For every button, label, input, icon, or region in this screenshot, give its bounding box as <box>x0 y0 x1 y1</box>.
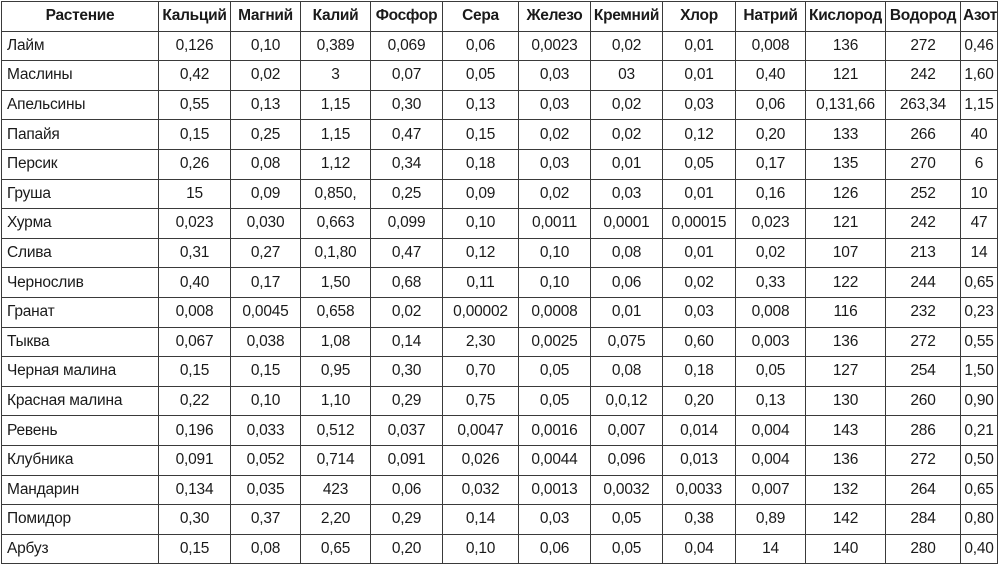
value-cell: 0,22 <box>159 386 231 416</box>
value-cell: 0,08 <box>231 149 301 179</box>
value-cell: 0,02 <box>591 120 663 150</box>
value-cell: 0,126 <box>159 31 231 61</box>
column-header: Калий <box>301 2 371 32</box>
value-cell: 0,30 <box>371 357 443 387</box>
value-cell: 0,06 <box>371 475 443 505</box>
table-row <box>2 505 998 535</box>
value-cell: 284 <box>886 505 961 535</box>
value-cell: 0,02 <box>736 238 806 268</box>
value-cell: 14 <box>736 534 806 564</box>
value-cell: 272 <box>886 445 961 475</box>
value-cell: 0,008 <box>736 297 806 327</box>
value-cell: 0,014 <box>663 416 736 446</box>
value-cell: 0,15 <box>443 120 519 150</box>
value-cell: 0,34 <box>371 149 443 179</box>
value-cell: 0,30 <box>371 90 443 120</box>
plant-name-cell: Папайя <box>2 120 159 150</box>
value-cell: 0,01 <box>663 61 736 91</box>
value-cell: 0,20 <box>371 534 443 564</box>
value-cell: 1,15 <box>301 120 371 150</box>
value-cell: 0,10 <box>519 238 591 268</box>
value-cell: 143 <box>806 416 886 446</box>
value-cell: 0,0008 <box>519 297 591 327</box>
value-cell: 0,21 <box>961 416 998 446</box>
value-cell: 0,10 <box>519 268 591 298</box>
table-row <box>2 90 998 120</box>
value-cell: 0,11 <box>443 268 519 298</box>
value-cell: 0,091 <box>159 445 231 475</box>
value-cell: 0,038 <box>231 327 301 357</box>
table-row <box>2 268 998 298</box>
value-cell: 0,06 <box>736 90 806 120</box>
value-cell: 0,70 <box>443 357 519 387</box>
value-cell: 0,08 <box>591 238 663 268</box>
value-cell: 0,06 <box>591 268 663 298</box>
value-cell: 0,10 <box>443 534 519 564</box>
value-cell: 0,05 <box>663 149 736 179</box>
value-cell: 0,03 <box>519 149 591 179</box>
value-cell: 127 <box>806 357 886 387</box>
value-cell: 0,65 <box>961 475 998 505</box>
value-cell: 272 <box>886 327 961 357</box>
value-cell: 264 <box>886 475 961 505</box>
table-row <box>2 475 998 505</box>
column-header: Натрий <box>736 2 806 32</box>
value-cell: 0,0032 <box>591 475 663 505</box>
table-row <box>2 179 998 209</box>
value-cell: 0,096 <box>591 445 663 475</box>
table-row <box>2 209 998 239</box>
table-row <box>2 534 998 564</box>
value-cell: 0,05 <box>519 357 591 387</box>
value-cell: 0,1,80 <box>301 238 371 268</box>
column-header: Железо <box>519 2 591 32</box>
table-row <box>2 386 998 416</box>
value-cell: 0,42 <box>159 61 231 91</box>
value-cell: 0,131,66 <box>806 90 886 120</box>
value-cell: 0,18 <box>443 149 519 179</box>
value-cell: 0,10 <box>231 31 301 61</box>
value-cell: 03 <box>591 61 663 91</box>
value-cell: 0,007 <box>591 416 663 446</box>
value-cell: 0,03 <box>519 61 591 91</box>
value-cell: 0,46 <box>961 31 998 61</box>
value-cell: 140 <box>806 534 886 564</box>
value-cell: 286 <box>886 416 961 446</box>
value-cell: 1,15 <box>961 90 998 120</box>
value-cell: 0,06 <box>443 31 519 61</box>
value-cell: 121 <box>806 61 886 91</box>
value-cell: 0,38 <box>663 505 736 535</box>
value-cell: 1,10 <box>301 386 371 416</box>
value-cell: 0,17 <box>231 268 301 298</box>
value-cell: 0,89 <box>736 505 806 535</box>
plant-name-cell: Помидор <box>2 505 159 535</box>
value-cell: 0,0044 <box>519 445 591 475</box>
value-cell: 0,16 <box>736 179 806 209</box>
value-cell: 0,0025 <box>519 327 591 357</box>
value-cell: 0,02 <box>519 179 591 209</box>
value-cell: 260 <box>886 386 961 416</box>
value-cell: 0,00002 <box>443 297 519 327</box>
value-cell: 0,05 <box>591 505 663 535</box>
value-cell: 0,15 <box>159 534 231 564</box>
value-cell: 130 <box>806 386 886 416</box>
column-header: Хлор <box>663 2 736 32</box>
value-cell: 0,850, <box>301 179 371 209</box>
column-header: Кислород <box>806 2 886 32</box>
plant-name-cell: Хурма <box>2 209 159 239</box>
value-cell: 0,03 <box>591 179 663 209</box>
value-cell: 280 <box>886 534 961 564</box>
value-cell: 0,95 <box>301 357 371 387</box>
value-cell: 0,02 <box>371 297 443 327</box>
value-cell: 0,0013 <box>519 475 591 505</box>
plant-name-cell: Слива <box>2 238 159 268</box>
value-cell: 2,30 <box>443 327 519 357</box>
value-cell: 0,196 <box>159 416 231 446</box>
value-cell: 136 <box>806 445 886 475</box>
value-cell: 0,01 <box>663 238 736 268</box>
table-row <box>2 31 998 61</box>
value-cell: 0,013 <box>663 445 736 475</box>
value-cell: 0,26 <box>159 149 231 179</box>
table-row <box>2 120 998 150</box>
table-row <box>2 149 998 179</box>
nutrient-table <box>1 1 998 564</box>
value-cell: 0,003 <box>736 327 806 357</box>
value-cell: 0,0016 <box>519 416 591 446</box>
value-cell: 0,15 <box>159 357 231 387</box>
value-cell: 1,50 <box>961 357 998 387</box>
value-cell: 116 <box>806 297 886 327</box>
value-cell: 254 <box>886 357 961 387</box>
value-cell: 0,37 <box>231 505 301 535</box>
plant-name-cell: Клубника <box>2 445 159 475</box>
header-row <box>2 2 998 32</box>
value-cell: 0,0011 <box>519 209 591 239</box>
plant-name-cell: Черная малина <box>2 357 159 387</box>
value-cell: 0,0045 <box>231 297 301 327</box>
value-cell: 1,12 <box>301 149 371 179</box>
value-cell: 0,007 <box>736 475 806 505</box>
value-cell: 0,00015 <box>663 209 736 239</box>
value-cell: 213 <box>886 238 961 268</box>
value-cell: 107 <box>806 238 886 268</box>
value-cell: 244 <box>886 268 961 298</box>
value-cell: 0,05 <box>443 61 519 91</box>
value-cell: 232 <box>886 297 961 327</box>
value-cell: 6 <box>961 149 998 179</box>
value-cell: 0,02 <box>591 31 663 61</box>
column-header: Азот <box>961 2 998 32</box>
value-cell: 0,23 <box>961 297 998 327</box>
value-cell: 0,65 <box>961 268 998 298</box>
value-cell: 0,10 <box>443 209 519 239</box>
value-cell: 0,15 <box>159 120 231 150</box>
plant-name-cell: Ревень <box>2 416 159 446</box>
value-cell: 0,65 <box>301 534 371 564</box>
value-cell: 0,035 <box>231 475 301 505</box>
value-cell: 0,01 <box>591 149 663 179</box>
value-cell: 0,004 <box>736 445 806 475</box>
column-header: Водород <box>886 2 961 32</box>
value-cell: 0,0033 <box>663 475 736 505</box>
value-cell: 0,0047 <box>443 416 519 446</box>
value-cell: 0,026 <box>443 445 519 475</box>
value-cell: 0,0,12 <box>591 386 663 416</box>
value-cell: 0,389 <box>301 31 371 61</box>
value-cell: 0,27 <box>231 238 301 268</box>
value-cell: 0,069 <box>371 31 443 61</box>
value-cell: 0,03 <box>663 297 736 327</box>
value-cell: 10 <box>961 179 998 209</box>
value-cell: 0,07 <box>371 61 443 91</box>
column-header: Кремний <box>591 2 663 32</box>
plant-name-cell: Чернослив <box>2 268 159 298</box>
column-header: Растение <box>2 2 159 32</box>
value-cell: 0,01 <box>663 179 736 209</box>
value-cell: 0,13 <box>736 386 806 416</box>
value-cell: 0,0001 <box>591 209 663 239</box>
value-cell: 0,023 <box>736 209 806 239</box>
column-header: Кальций <box>159 2 231 32</box>
value-cell: 0,033 <box>231 416 301 446</box>
value-cell: 0,008 <box>736 31 806 61</box>
value-cell: 0,099 <box>371 209 443 239</box>
value-cell: 2,20 <box>301 505 371 535</box>
value-cell: 0,90 <box>961 386 998 416</box>
plant-name-cell: Тыква <box>2 327 159 357</box>
value-cell: 0,067 <box>159 327 231 357</box>
column-header: Магний <box>231 2 301 32</box>
table-row <box>2 416 998 446</box>
value-cell: 1,08 <box>301 327 371 357</box>
value-cell: 0,01 <box>663 31 736 61</box>
value-cell: 14 <box>961 238 998 268</box>
value-cell: 0,50 <box>961 445 998 475</box>
value-cell: 0,09 <box>443 179 519 209</box>
value-cell: 0,06 <box>519 534 591 564</box>
column-header: Сера <box>443 2 519 32</box>
value-cell: 0,09 <box>231 179 301 209</box>
value-cell: 132 <box>806 475 886 505</box>
value-cell: 0,663 <box>301 209 371 239</box>
value-cell: 0,05 <box>591 534 663 564</box>
value-cell: 0,33 <box>736 268 806 298</box>
value-cell: 0,03 <box>663 90 736 120</box>
table-row <box>2 357 998 387</box>
value-cell: 0,023 <box>159 209 231 239</box>
table-body <box>2 31 998 564</box>
value-cell: 0,008 <box>159 297 231 327</box>
value-cell: 270 <box>886 149 961 179</box>
value-cell: 0,714 <box>301 445 371 475</box>
plant-name-cell: Маслины <box>2 61 159 91</box>
table-header <box>2 2 998 32</box>
value-cell: 0,512 <box>301 416 371 446</box>
plant-name-cell: Мандарин <box>2 475 159 505</box>
value-cell: 0,04 <box>663 534 736 564</box>
value-cell: 1,60 <box>961 61 998 91</box>
value-cell: 0,03 <box>519 505 591 535</box>
value-cell: 0,80 <box>961 505 998 535</box>
value-cell: 0,02 <box>663 268 736 298</box>
value-cell: 142 <box>806 505 886 535</box>
value-cell: 0,052 <box>231 445 301 475</box>
value-cell: 0,18 <box>663 357 736 387</box>
value-cell: 0,55 <box>961 327 998 357</box>
plant-name-cell: Груша <box>2 179 159 209</box>
table-row <box>2 445 998 475</box>
value-cell: 0,01 <box>591 297 663 327</box>
value-cell: 0,15 <box>231 357 301 387</box>
value-cell: 0,13 <box>443 90 519 120</box>
value-cell: 0,10 <box>231 386 301 416</box>
value-cell: 0,658 <box>301 297 371 327</box>
value-cell: 266 <box>886 120 961 150</box>
value-cell: 0,14 <box>371 327 443 357</box>
value-cell: 0,25 <box>371 179 443 209</box>
value-cell: 0,60 <box>663 327 736 357</box>
plant-name-cell: Лайм <box>2 31 159 61</box>
plant-name-cell: Арбуз <box>2 534 159 564</box>
value-cell: 0,30 <box>159 505 231 535</box>
table-row <box>2 327 998 357</box>
value-cell: 0,20 <box>663 386 736 416</box>
value-cell: 0,40 <box>736 61 806 91</box>
value-cell: 0,29 <box>371 386 443 416</box>
value-cell: 272 <box>886 31 961 61</box>
value-cell: 15 <box>159 179 231 209</box>
value-cell: 0,05 <box>736 357 806 387</box>
value-cell: 136 <box>806 31 886 61</box>
value-cell: 133 <box>806 120 886 150</box>
value-cell: 126 <box>806 179 886 209</box>
value-cell: 0,0023 <box>519 31 591 61</box>
column-header: Фосфор <box>371 2 443 32</box>
value-cell: 0,091 <box>371 445 443 475</box>
value-cell: 0,075 <box>591 327 663 357</box>
table-row <box>2 238 998 268</box>
value-cell: 1,15 <box>301 90 371 120</box>
value-cell: 0,29 <box>371 505 443 535</box>
value-cell: 0,12 <box>663 120 736 150</box>
value-cell: 0,02 <box>231 61 301 91</box>
plant-name-cell: Персик <box>2 149 159 179</box>
value-cell: 0,032 <box>443 475 519 505</box>
value-cell: 0,40 <box>961 534 998 564</box>
value-cell: 0,08 <box>591 357 663 387</box>
value-cell: 136 <box>806 327 886 357</box>
plant-name-cell: Гранат <box>2 297 159 327</box>
value-cell: 0,47 <box>371 238 443 268</box>
value-cell: 0,75 <box>443 386 519 416</box>
value-cell: 0,55 <box>159 90 231 120</box>
value-cell: 47 <box>961 209 998 239</box>
value-cell: 0,25 <box>231 120 301 150</box>
value-cell: 0,037 <box>371 416 443 446</box>
value-cell: 3 <box>301 61 371 91</box>
value-cell: 135 <box>806 149 886 179</box>
value-cell: 0,17 <box>736 149 806 179</box>
value-cell: 242 <box>886 209 961 239</box>
table-row <box>2 61 998 91</box>
value-cell: 40 <box>961 120 998 150</box>
value-cell: 0,134 <box>159 475 231 505</box>
value-cell: 0,05 <box>519 386 591 416</box>
value-cell: 263,34 <box>886 90 961 120</box>
value-cell: 0,20 <box>736 120 806 150</box>
value-cell: 0,40 <box>159 268 231 298</box>
value-cell: 0,31 <box>159 238 231 268</box>
value-cell: 121 <box>806 209 886 239</box>
value-cell: 0,02 <box>519 120 591 150</box>
value-cell: 0,030 <box>231 209 301 239</box>
value-cell: 252 <box>886 179 961 209</box>
value-cell: 0,13 <box>231 90 301 120</box>
value-cell: 0,68 <box>371 268 443 298</box>
value-cell: 423 <box>301 475 371 505</box>
value-cell: 242 <box>886 61 961 91</box>
value-cell: 0,47 <box>371 120 443 150</box>
table-row <box>2 297 998 327</box>
value-cell: 122 <box>806 268 886 298</box>
value-cell: 0,004 <box>736 416 806 446</box>
value-cell: 1,50 <box>301 268 371 298</box>
value-cell: 0,03 <box>519 90 591 120</box>
value-cell: 0,14 <box>443 505 519 535</box>
value-cell: 0,02 <box>591 90 663 120</box>
value-cell: 0,08 <box>231 534 301 564</box>
plant-name-cell: Апельсины <box>2 90 159 120</box>
value-cell: 0,12 <box>443 238 519 268</box>
plant-name-cell: Красная малина <box>2 386 159 416</box>
